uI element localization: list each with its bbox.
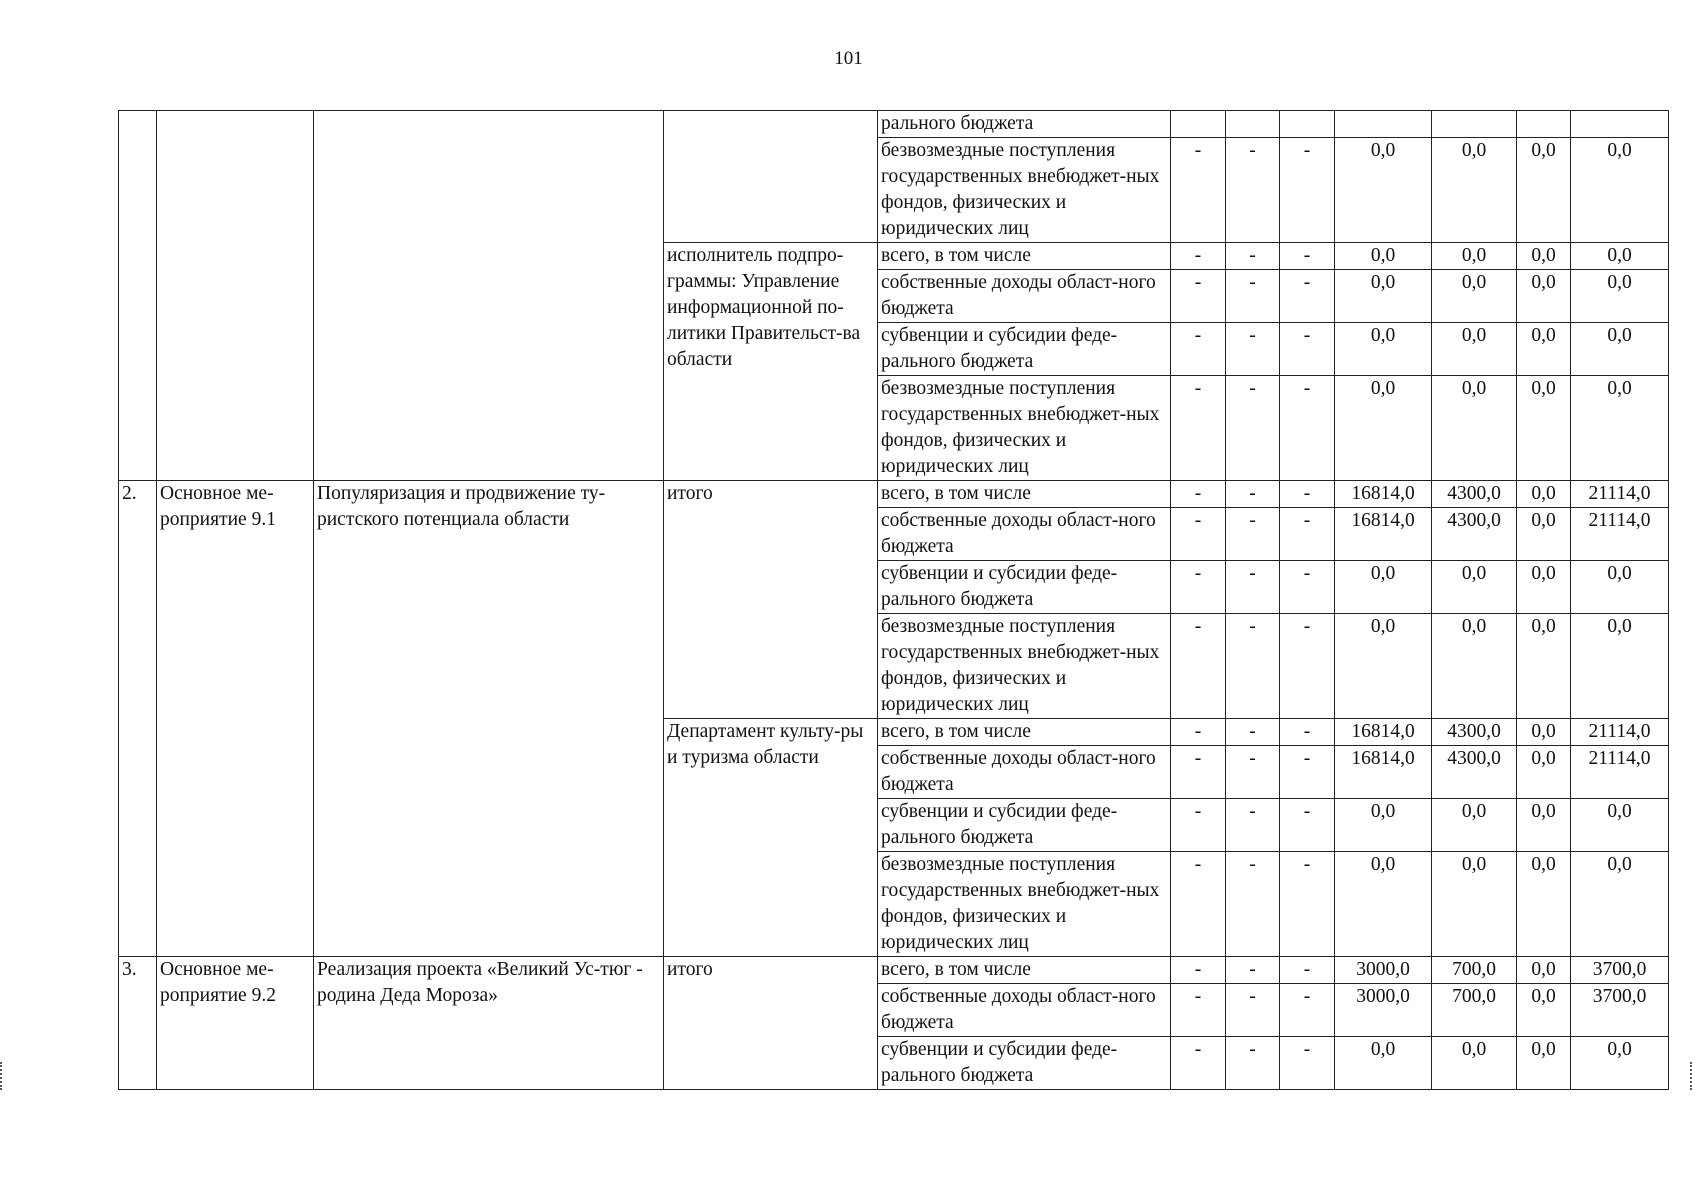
cell-value: 3700,0 xyxy=(1571,957,1669,984)
cell-value: 0,0 xyxy=(1571,323,1669,376)
cell-value: - xyxy=(1171,852,1226,957)
cell-executor: итого xyxy=(664,957,878,1090)
cell-value: 16814,0 xyxy=(1335,719,1432,746)
cell-value: 16814,0 xyxy=(1335,508,1432,561)
cell-value: - xyxy=(1280,481,1335,508)
cell-source: всего, в том числе xyxy=(878,243,1171,270)
cell-measure-name: Основное ме-роприятие 9.1 xyxy=(157,481,314,957)
cell-value: 4300,0 xyxy=(1432,508,1517,561)
cell-value: - xyxy=(1280,719,1335,746)
cell-source: субвенции и субсидии феде-рального бюджета xyxy=(878,323,1171,376)
cell-value: 16814,0 xyxy=(1335,746,1432,799)
cell-value: - xyxy=(1226,957,1280,984)
cell-value: 3000,0 xyxy=(1335,957,1432,984)
cell-value xyxy=(1432,111,1517,138)
cell-value: 0,0 xyxy=(1571,614,1669,719)
cell-value: - xyxy=(1171,1037,1226,1090)
cell-value: 0,0 xyxy=(1432,243,1517,270)
cell-value: - xyxy=(1171,746,1226,799)
cell-measure-title xyxy=(314,111,664,481)
cell-value: - xyxy=(1226,852,1280,957)
cell-value: - xyxy=(1226,1037,1280,1090)
cell-value: 0,0 xyxy=(1335,243,1432,270)
budget-table xyxy=(118,110,1669,1090)
cell-source: собственные доходы област-ного бюджета xyxy=(878,270,1171,323)
table-row xyxy=(119,111,1669,138)
cell-value: - xyxy=(1171,508,1226,561)
cell-value: 0,0 xyxy=(1432,852,1517,957)
cell-value: 4300,0 xyxy=(1432,719,1517,746)
cell-value xyxy=(1171,111,1226,138)
cell-source: собственные доходы област-ного бюджета xyxy=(878,746,1171,799)
cell-source: безвозмездные поступления государственных внебюджет-ных фондов, физических и юридических лиц xyxy=(878,852,1171,957)
cell-value: - xyxy=(1171,376,1226,481)
cell-value: - xyxy=(1171,138,1226,243)
cell-value: 0,0 xyxy=(1432,270,1517,323)
cell-value: - xyxy=(1226,508,1280,561)
cell-value: - xyxy=(1280,270,1335,323)
cell-value: - xyxy=(1280,138,1335,243)
cell-value: 4300,0 xyxy=(1432,746,1517,799)
cell-value: 0,0 xyxy=(1517,719,1571,746)
cell-value: 0,0 xyxy=(1571,561,1669,614)
cell-executor: Департамент культу-ры и туризма области xyxy=(664,719,878,957)
cell-value: - xyxy=(1280,984,1335,1037)
cell-value: - xyxy=(1280,614,1335,719)
cell-value: - xyxy=(1171,323,1226,376)
cell-value: 0,0 xyxy=(1432,1037,1517,1090)
cell-value: - xyxy=(1171,561,1226,614)
cell-executor xyxy=(664,111,878,243)
cell-value: 0,0 xyxy=(1571,243,1669,270)
cell-value: 0,0 xyxy=(1571,138,1669,243)
cell-source: безвозмездные поступления государственных внебюджет-ных фондов, физических и юридических лиц xyxy=(878,138,1171,243)
cell-value xyxy=(1280,111,1335,138)
cell-source: собственные доходы област-ного бюджета xyxy=(878,984,1171,1037)
cell-value: - xyxy=(1171,799,1226,852)
cell-value: - xyxy=(1280,746,1335,799)
cell-value: 0,0 xyxy=(1571,852,1669,957)
cell-value: 0,0 xyxy=(1335,323,1432,376)
cell-value: 0,0 xyxy=(1517,138,1571,243)
cell-value: 21114,0 xyxy=(1571,508,1669,561)
cell-value: 0,0 xyxy=(1571,376,1669,481)
cell-value: 0,0 xyxy=(1335,1037,1432,1090)
cell-value: - xyxy=(1171,957,1226,984)
cell-value: - xyxy=(1280,376,1335,481)
cell-value: 0,0 xyxy=(1432,561,1517,614)
cell-value: 0,0 xyxy=(1517,561,1571,614)
table-row xyxy=(119,481,1669,508)
page-number: 101 xyxy=(834,48,863,69)
cell-value: 0,0 xyxy=(1432,799,1517,852)
cell-value: 3000,0 xyxy=(1335,984,1432,1037)
cell-value: 0,0 xyxy=(1517,957,1571,984)
cell-value: - xyxy=(1226,719,1280,746)
cell-value xyxy=(1335,111,1432,138)
cell-value: 700,0 xyxy=(1432,957,1517,984)
cell-value: - xyxy=(1171,270,1226,323)
cell-value: 0,0 xyxy=(1335,852,1432,957)
cell-value: - xyxy=(1280,852,1335,957)
cell-source: субвенции и субсидии феде-рального бюджета xyxy=(878,1037,1171,1090)
cell-value: 0,0 xyxy=(1571,270,1669,323)
cell-value: 0,0 xyxy=(1517,799,1571,852)
cell-source: субвенции и субсидии феде-рального бюджета xyxy=(878,561,1171,614)
cell-value: - xyxy=(1226,561,1280,614)
scan-margin-mark xyxy=(0,1062,8,1090)
cell-value: - xyxy=(1226,323,1280,376)
cell-value: - xyxy=(1226,984,1280,1037)
cell-source: субвенции и субсидии феде-рального бюджета xyxy=(878,799,1171,852)
cell-value: - xyxy=(1171,984,1226,1037)
cell-value: 0,0 xyxy=(1335,614,1432,719)
cell-source: рального бюджета xyxy=(878,111,1171,138)
cell-value: - xyxy=(1171,719,1226,746)
cell-value xyxy=(1517,111,1571,138)
cell-value: - xyxy=(1226,614,1280,719)
cell-value: - xyxy=(1280,508,1335,561)
cell-value: 0,0 xyxy=(1571,799,1669,852)
cell-value: 3700,0 xyxy=(1571,984,1669,1037)
cell-value: 0,0 xyxy=(1571,1037,1669,1090)
cell-value: 0,0 xyxy=(1517,746,1571,799)
cell-value: - xyxy=(1226,138,1280,243)
cell-value: 0,0 xyxy=(1335,270,1432,323)
cell-value: 21114,0 xyxy=(1571,481,1669,508)
cell-source: всего, в том числе xyxy=(878,481,1171,508)
cell-value: - xyxy=(1226,799,1280,852)
cell-value: 21114,0 xyxy=(1571,719,1669,746)
cell-source: безвозмездные поступления государственных внебюджет-ных фондов, физических и юридических лиц xyxy=(878,614,1171,719)
cell-number: 3. xyxy=(119,957,157,1090)
cell-value: 16814,0 xyxy=(1335,481,1432,508)
cell-value: 0,0 xyxy=(1517,376,1571,481)
cell-value: 0,0 xyxy=(1432,376,1517,481)
cell-source: собственные доходы област-ного бюджета xyxy=(878,508,1171,561)
cell-value: 0,0 xyxy=(1432,138,1517,243)
cell-measure-name xyxy=(157,111,314,481)
cell-value: - xyxy=(1171,243,1226,270)
cell-value: 0,0 xyxy=(1517,508,1571,561)
cell-value: 0,0 xyxy=(1335,376,1432,481)
scan-margin-mark xyxy=(1690,1062,1697,1090)
cell-value: 0,0 xyxy=(1517,984,1571,1037)
cell-value: 0,0 xyxy=(1517,1037,1571,1090)
cell-value: 0,0 xyxy=(1432,323,1517,376)
cell-value: 0,0 xyxy=(1517,481,1571,508)
cell-value: 0,0 xyxy=(1517,614,1571,719)
cell-value: - xyxy=(1280,1037,1335,1090)
cell-value: 0,0 xyxy=(1432,614,1517,719)
cell-value: - xyxy=(1280,799,1335,852)
cell-source: безвозмездные поступления государственных внебюджет-ных фондов, физических и юридических лиц xyxy=(878,376,1171,481)
cell-value: 700,0 xyxy=(1432,984,1517,1037)
cell-value: - xyxy=(1280,243,1335,270)
cell-value: - xyxy=(1171,614,1226,719)
cell-source: всего, в том числе xyxy=(878,719,1171,746)
cell-value: - xyxy=(1280,957,1335,984)
cell-value: - xyxy=(1226,746,1280,799)
cell-measure-title: Популяризация и продвижение ту-ристского потенциала области xyxy=(314,481,664,957)
cell-value: 0,0 xyxy=(1517,243,1571,270)
cell-value: 4300,0 xyxy=(1432,481,1517,508)
cell-value: - xyxy=(1226,481,1280,508)
cell-value: - xyxy=(1280,323,1335,376)
cell-source: всего, в том числе xyxy=(878,957,1171,984)
cell-value: 0,0 xyxy=(1517,323,1571,376)
table-row xyxy=(119,957,1669,984)
cell-value: 0,0 xyxy=(1335,138,1432,243)
cell-value: - xyxy=(1280,561,1335,614)
cell-executor: исполнитель подпро-граммы: Управление информационной по-литики Правительст-ва области xyxy=(664,243,878,481)
cell-value: - xyxy=(1171,481,1226,508)
cell-number: 2. xyxy=(119,481,157,957)
cell-executor: итого xyxy=(664,481,878,719)
cell-value: - xyxy=(1226,376,1280,481)
cell-measure-title: Реализация проекта «Великий Ус-тюг - родина Деда Мороза» xyxy=(314,957,664,1090)
cell-value: 0,0 xyxy=(1517,270,1571,323)
cell-measure-name: Основное ме-роприятие 9.2 xyxy=(157,957,314,1090)
cell-number xyxy=(119,111,157,481)
cell-value: 0,0 xyxy=(1335,799,1432,852)
cell-value xyxy=(1226,111,1280,138)
cell-value: - xyxy=(1226,243,1280,270)
cell-value: 0,0 xyxy=(1335,561,1432,614)
cell-value xyxy=(1571,111,1669,138)
cell-value: 0,0 xyxy=(1517,852,1571,957)
cell-value: - xyxy=(1226,270,1280,323)
cell-value: 21114,0 xyxy=(1571,746,1669,799)
